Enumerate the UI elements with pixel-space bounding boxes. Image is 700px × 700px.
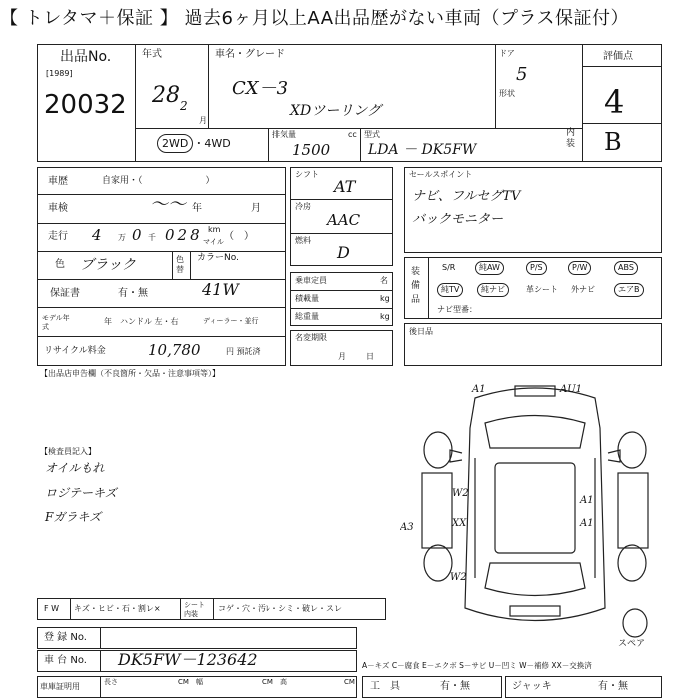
- seat-label: シート内装: [184, 601, 205, 618]
- door-value: 5: [516, 64, 528, 85]
- divider: [290, 290, 393, 291]
- fuel-label: 燃料: [295, 236, 311, 245]
- divider: [180, 598, 181, 620]
- change-unit: 月日: [338, 352, 394, 361]
- interior-label: 内装: [566, 128, 576, 149]
- weight-unit: kg: [380, 312, 390, 321]
- inspection-year-unit: 年: [192, 203, 202, 214]
- fw-options: キズ・ヒビ・石・割レ×: [74, 604, 161, 613]
- mileage-man: 4: [92, 226, 102, 244]
- divider: [208, 44, 209, 128]
- equip-leather: 革シート: [526, 285, 558, 294]
- mark-right-a1-lower: A1: [580, 518, 594, 529]
- inspector-note-2: ロジテーキズ: [45, 486, 117, 500]
- shift-value: AT: [334, 177, 356, 196]
- inspection-label: 車検: [48, 203, 68, 214]
- divider: [360, 128, 361, 162]
- equip-pw: P/W: [568, 261, 591, 275]
- mark-right-a1-upper: A1: [580, 495, 594, 506]
- equip-ps: P/S: [526, 261, 547, 275]
- color-no-label: カラーNo.: [197, 253, 239, 263]
- model-year-label: モデル年式: [42, 314, 70, 331]
- mile-unit: マイル: [203, 238, 224, 246]
- equip-tv: 純TV: [437, 283, 463, 297]
- divider: [135, 128, 582, 129]
- divider: [172, 251, 173, 279]
- capacity-label: 乗車定員: [295, 276, 327, 285]
- capacity-unit: 名: [380, 276, 388, 285]
- divider: [37, 251, 286, 252]
- ac-label: 冷房: [295, 202, 311, 211]
- year-value: 28: [152, 83, 180, 108]
- tools-options: 有・無: [440, 681, 470, 692]
- inspection-month-unit: 月: [251, 203, 261, 214]
- model-year-unit: 年: [104, 317, 112, 326]
- divider: [100, 627, 101, 649]
- notes-label: 【出品店申告欄（不良箇所・欠品・注意事項等）】: [40, 369, 220, 378]
- load-unit: kg: [380, 294, 390, 303]
- mileage-man-unit: 万: [118, 233, 126, 242]
- equip-aw: 純AW: [475, 261, 504, 275]
- inspection-scribble: 〜〜: [150, 194, 186, 215]
- model-label: 型式: [364, 130, 380, 139]
- sales-box: [404, 167, 662, 253]
- history-label: 車歴: [48, 176, 68, 187]
- reg-label: 登 録 No.: [44, 632, 87, 643]
- month-value: 2: [180, 99, 188, 113]
- later-label: 後日品: [409, 327, 433, 336]
- inspector-note-1: オイルもれ: [45, 461, 105, 475]
- cert-length: 長さ: [104, 678, 118, 686]
- color-no-value: 41W: [202, 280, 239, 299]
- divider: [70, 598, 71, 620]
- carname-value: CX－3: [232, 78, 289, 99]
- divider: [290, 199, 393, 200]
- divider: [582, 66, 662, 67]
- divider: [37, 307, 286, 308]
- recycle-label: リサイクル料金: [44, 346, 106, 356]
- inspector-note-3: Fガラキズ: [45, 510, 102, 524]
- divider: [495, 44, 496, 128]
- inspector-label: 【検査員記入】: [40, 447, 96, 456]
- history-options: 自家用・（ ）: [102, 176, 215, 186]
- equip-navi: 純ナビ: [477, 283, 509, 297]
- mark-w2-upper: W2: [452, 488, 469, 499]
- warranty-label: 保証書: [50, 288, 80, 299]
- divider: [428, 257, 429, 319]
- color-value: ブラック: [80, 257, 136, 273]
- equip-abs: ABS: [614, 261, 638, 275]
- divider: [582, 123, 662, 124]
- mileage-thousand: 0: [132, 226, 142, 244]
- lot-number: 20032: [44, 90, 127, 120]
- equip-airbag: エアB: [614, 283, 644, 297]
- recycle-unit: 円 預託済: [226, 347, 261, 356]
- jack-label: ジャッキ: [512, 681, 552, 692]
- dealer-label: ディーラー・並行: [203, 317, 259, 325]
- carname-label: 車名・グレード: [215, 49, 285, 60]
- color-label: 色: [55, 259, 65, 270]
- sales-line-2: バックモニター: [412, 212, 504, 227]
- cert-length-unit: CM: [178, 678, 189, 686]
- handle-label: ハンドル 左・右: [120, 317, 179, 326]
- displacement-unit: cc: [348, 130, 357, 139]
- divider: [190, 251, 191, 279]
- navi-model-label: ナビ型番：: [437, 305, 477, 314]
- car-damage-diagram: [400, 378, 670, 648]
- divider: [37, 223, 286, 224]
- jack-options: 有・無: [598, 681, 628, 692]
- mark-xx: XX: [452, 518, 467, 529]
- seat-options: コゲ・穴・汚ﾚ・シミ・破レ・スレ: [218, 604, 342, 613]
- lot-year: [1989]: [46, 69, 73, 78]
- grade-value: XDツーリング: [290, 103, 381, 119]
- displacement-label: 排気量: [272, 130, 296, 139]
- weight-label: 総重量: [295, 312, 319, 321]
- cert-height-unit: CM: [344, 678, 355, 686]
- equip-ext-navi: 外ナビ: [571, 285, 595, 294]
- fuel-value: D: [337, 243, 350, 262]
- door-label: ドア: [499, 49, 515, 58]
- divider: [213, 598, 214, 620]
- mileage-label: 走行: [48, 231, 68, 242]
- drive-2wd: 2WD: [157, 134, 193, 153]
- mark-front-left: A1: [472, 384, 486, 395]
- change-label: 名変期限: [295, 333, 327, 342]
- score-value: 4: [604, 83, 625, 121]
- shape-label: 形状: [499, 89, 515, 98]
- displacement-value: 1500: [292, 141, 331, 159]
- mark-front-right: AU1: [560, 384, 583, 395]
- mileage-paren: （ ）: [224, 231, 254, 242]
- mark-w2-lower: W2: [450, 572, 467, 583]
- divider: [100, 676, 101, 698]
- mileage-sen-unit: 千: [148, 233, 156, 242]
- damage-legend: A－キズ C－腐食 E－エクボ S－サビ U－凹ミ W－補修 XX－交換済: [362, 661, 592, 670]
- sales-label: セールスポイント: [409, 170, 473, 179]
- year-label: 年式: [142, 49, 162, 60]
- mileage-rest: 028: [165, 226, 203, 244]
- mark-a3: A3: [400, 522, 414, 533]
- tools-label: 工 具: [370, 681, 400, 692]
- color-change-label: 色替: [176, 255, 184, 274]
- cert-label: 車庫証明用: [40, 682, 80, 691]
- shift-label: シフト: [295, 170, 319, 179]
- chassis-label: 車 台 No.: [44, 655, 87, 666]
- score-label: 評価点: [603, 51, 633, 62]
- fw-label: F W: [44, 604, 60, 613]
- divider: [37, 336, 286, 337]
- divider: [37, 279, 286, 280]
- divider: [582, 44, 583, 162]
- cert-width-unit: CM: [262, 678, 273, 686]
- chassis-value: DK5FW－123642: [118, 650, 258, 669]
- spare-label: スペア: [618, 639, 646, 648]
- lot-label: 出品No.: [60, 49, 112, 65]
- divider: [135, 44, 136, 162]
- later-box: [404, 323, 662, 366]
- equip-label: 装備品: [411, 267, 421, 305]
- load-label: 積載量: [295, 294, 319, 303]
- interior-value: B: [604, 128, 622, 156]
- equip-sr: S/R: [442, 263, 456, 272]
- month-unit: 月: [199, 116, 207, 125]
- sheet-title: 【 トレタマ＋保証 】 過去6ヶ月以上AA出品歴がない車両（プラス保証付）: [0, 8, 629, 29]
- cert-width: 幅: [196, 678, 203, 686]
- drive-4wd: ・4WD: [193, 137, 231, 150]
- divider: [290, 233, 393, 234]
- cert-height: 高: [280, 678, 287, 686]
- warranty-options: 有・無: [118, 288, 148, 299]
- divider: [268, 128, 269, 162]
- recycle-value: 10,780: [148, 341, 201, 359]
- ac-value: AAC: [327, 211, 361, 229]
- km-unit: km: [208, 225, 221, 234]
- divider: [290, 308, 393, 309]
- drive-selector: [157, 135, 231, 151]
- model-value: LDA － DK5FW: [368, 142, 477, 158]
- sales-line-1: ナビ、フルセグTV: [412, 189, 521, 204]
- divider: [100, 650, 101, 672]
